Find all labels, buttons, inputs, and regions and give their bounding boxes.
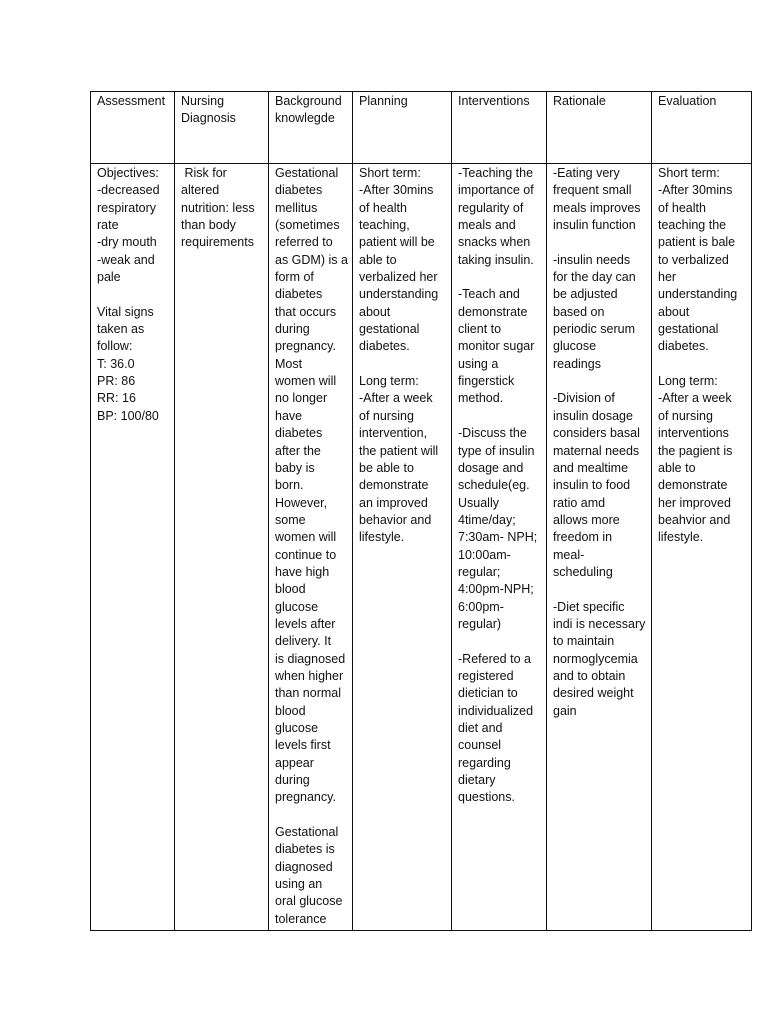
header-interventions: Interventions bbox=[451, 92, 546, 163]
header-assessment: Assessment bbox=[97, 94, 166, 108]
header-rationale: Rationale bbox=[546, 92, 651, 163]
cell-evaluation: Short term: -After 30mins of health teaching the patient is bale to verbalized her understanding about gestational diabetes. Long term: -After a week of nursing interventions the pagient is able to demonstrate her improved beahvior and lifestyle. bbox=[651, 164, 751, 930]
table-header-row bbox=[91, 92, 751, 164]
header-nursing-diagnosis: Nursing Diagnosis bbox=[174, 92, 268, 163]
header-planning: Planning bbox=[352, 92, 451, 163]
header-evaluation: Evaluation bbox=[651, 92, 751, 163]
nursing-care-plan-table bbox=[90, 91, 752, 931]
header-background-knowledge: Background knowlegde bbox=[268, 92, 352, 163]
cell-planning: Short term: -After 30mins of health teaching, patient will be able to verbalized her understanding about gestational diabetes. Long term: -After a week of nursing intervention, the patient will be able to demonstrate an improved behavior and lifestyle. bbox=[352, 164, 451, 930]
table-row bbox=[91, 164, 751, 930]
cell-rationale: -Eating very frequent small meals improves insulin function -insulin needs for the day can be adjusted based on periodic serum glucose readings -Division of insulin dosage considers basal maternal needs and mealtime insulin to food ratio amd allows more freedom in meal- scheduling -Diet specific indi is necessary to maintain normoglycemia and to obtain desired weight gain bbox=[546, 164, 651, 930]
cell-interventions: -Teaching the importance of regularity of meals and snacks when taking insulin. -Teach and demonstrate client to monitor sugar using a fingerstick method. -Discuss the type of insulin dosage and schedule(eg. Usually 4time/day; 7:30am- NPH; 10:00am- regular; 4:00pm-NPH; 6:00pm- regular) -Refered to a registered dietician to individualized diet and counsel regarding dietary questions. bbox=[451, 164, 546, 930]
cell-nursing-diagnosis: Risk for altered nutrition: less than body requirements bbox=[174, 164, 268, 930]
cell-background-knowledge: Gestational diabetes mellitus (sometimes referred to as GDM) is a form of diabetes that occurs during pregnancy. Most women will no longer have diabetes after the baby is born. However, some women will continue to have high blood glucose levels after delivery. It is diagnosed when higher than normal blood glucose levels first appear during pregnancy. Gestational diabetes is diagnosed using an oral glucose tolerance bbox=[268, 164, 352, 930]
cell-assessment: Objectives: -decreased respiratory rate -dry mouth -weak and pale Vital signs taken as follow: T: 36.0 PR: 86 RR: 16 BP: 100/80 bbox=[97, 166, 160, 423]
